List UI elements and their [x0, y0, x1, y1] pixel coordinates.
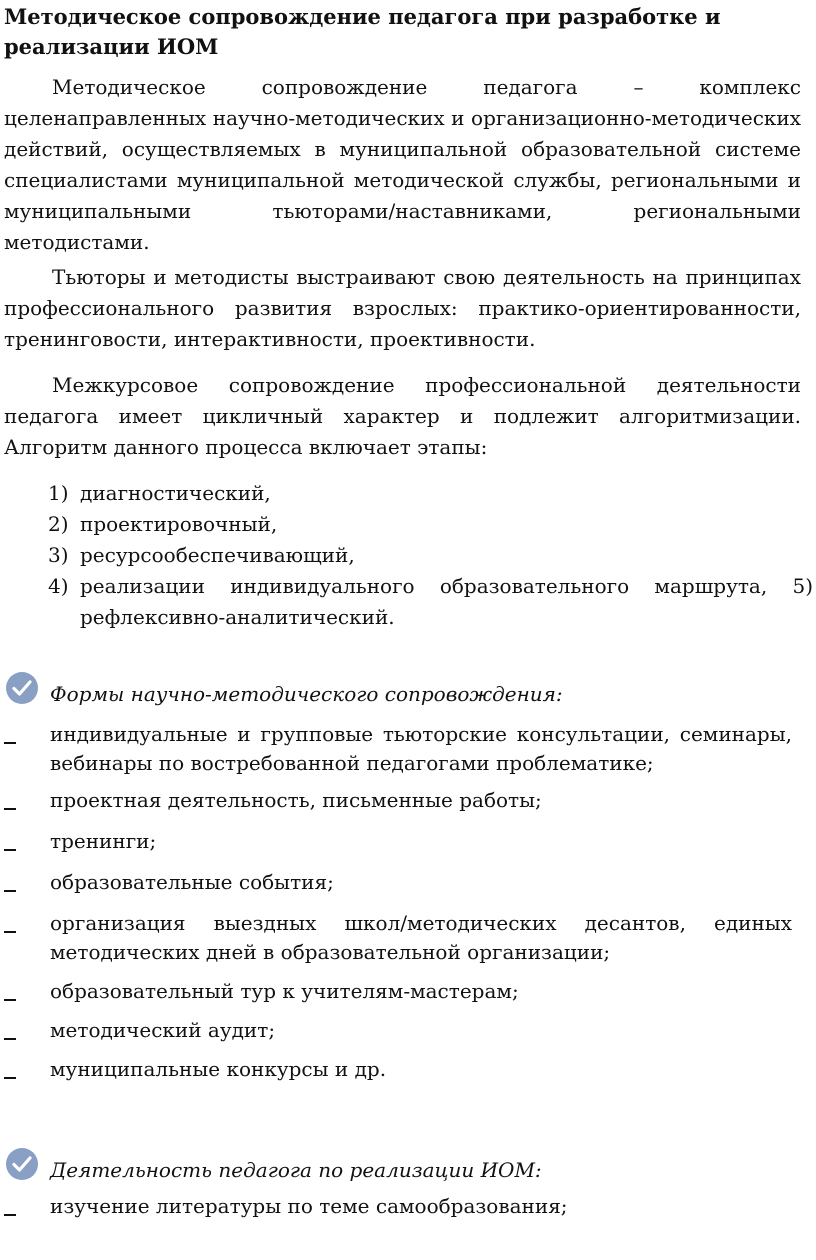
list-text: организация выездных школ/методических десантов, единых методических дней в образовательной организации; [50, 911, 792, 964]
list-number: 1) [48, 481, 69, 505]
list-item [4, 720, 792, 778]
list-item [4, 786, 792, 815]
document-title: Методическое сопровождение педагога при разработке и реализации ИОМ [4, 4, 721, 59]
list-number: 3) [48, 543, 69, 567]
list-item [48, 571, 813, 633]
list-text: реализации индивидуального образовательного маршрута, 5) рефлексивно-аналитический. [80, 574, 813, 629]
activity-section-title: Деятельность педагога по реализации ИОМ: [50, 1158, 542, 1182]
list-number: 4) [48, 574, 69, 598]
list-text: проектировочный, [80, 512, 278, 536]
list-text: изучение литературы по теме самообразования; [50, 1194, 568, 1218]
check-circle-icon [4, 1146, 40, 1182]
list-item [4, 977, 792, 1006]
stages-list [48, 478, 813, 633]
list-item [48, 540, 813, 571]
list-item [4, 909, 792, 967]
list-item [4, 1192, 792, 1221]
list-number: 2) [48, 512, 69, 536]
paragraph-principles: Тьюторы и методисты выстраивают свою деятельность на принципах профессионального развития взрослых: практико-ориентированности, тренинговости, интерактивности, проективности. [4, 265, 801, 351]
list-text: образовательный тур к учителям-мастерам; [50, 979, 519, 1003]
list-item [4, 1016, 792, 1045]
list-text: образовательные события; [50, 870, 334, 894]
list-text: индивидуальные и групповые тьюторские консультации, семинары, вебинары по востребованной педагогами проблематике; [50, 722, 792, 775]
list-item [4, 1055, 792, 1084]
list-text: муниципальные конкурсы и др. [50, 1057, 387, 1081]
list-text: проектная деятельность, письменные работы; [50, 788, 542, 812]
list-item [4, 827, 792, 856]
list-text: ресурсообеспечивающий, [80, 543, 355, 567]
check-circle-icon [4, 670, 40, 706]
paragraph-algorithm: Межкурсовое сопровождение профессиональной деятельности педагога имеет цикличный характер и подлежит алгоритмизации. Алгоритм данного процесса включает этапы: [4, 373, 801, 459]
list-text: тренинги; [50, 829, 157, 853]
forms-list [4, 720, 792, 1084]
list-text: методический аудит; [50, 1018, 276, 1042]
forms-section-title: Формы научно-методического сопровождения: [50, 682, 563, 706]
list-item [4, 868, 792, 897]
activity-section-header [4, 1146, 804, 1182]
list-item [48, 509, 813, 540]
activity-list [4, 1192, 792, 1221]
forms-section-header [4, 670, 804, 706]
list-item [48, 478, 813, 509]
list-text: диагностический, [80, 481, 271, 505]
paragraph-definition: Методическое сопровождение педагога – комплекс целенаправленных научно-методических и организационно-методических действий, осуществляемых в муниципальной образовательной системе специалистами муниципальной методической службы, региональными и муниципальными тьюторами/наставниками, региональными методистами. [4, 75, 801, 254]
